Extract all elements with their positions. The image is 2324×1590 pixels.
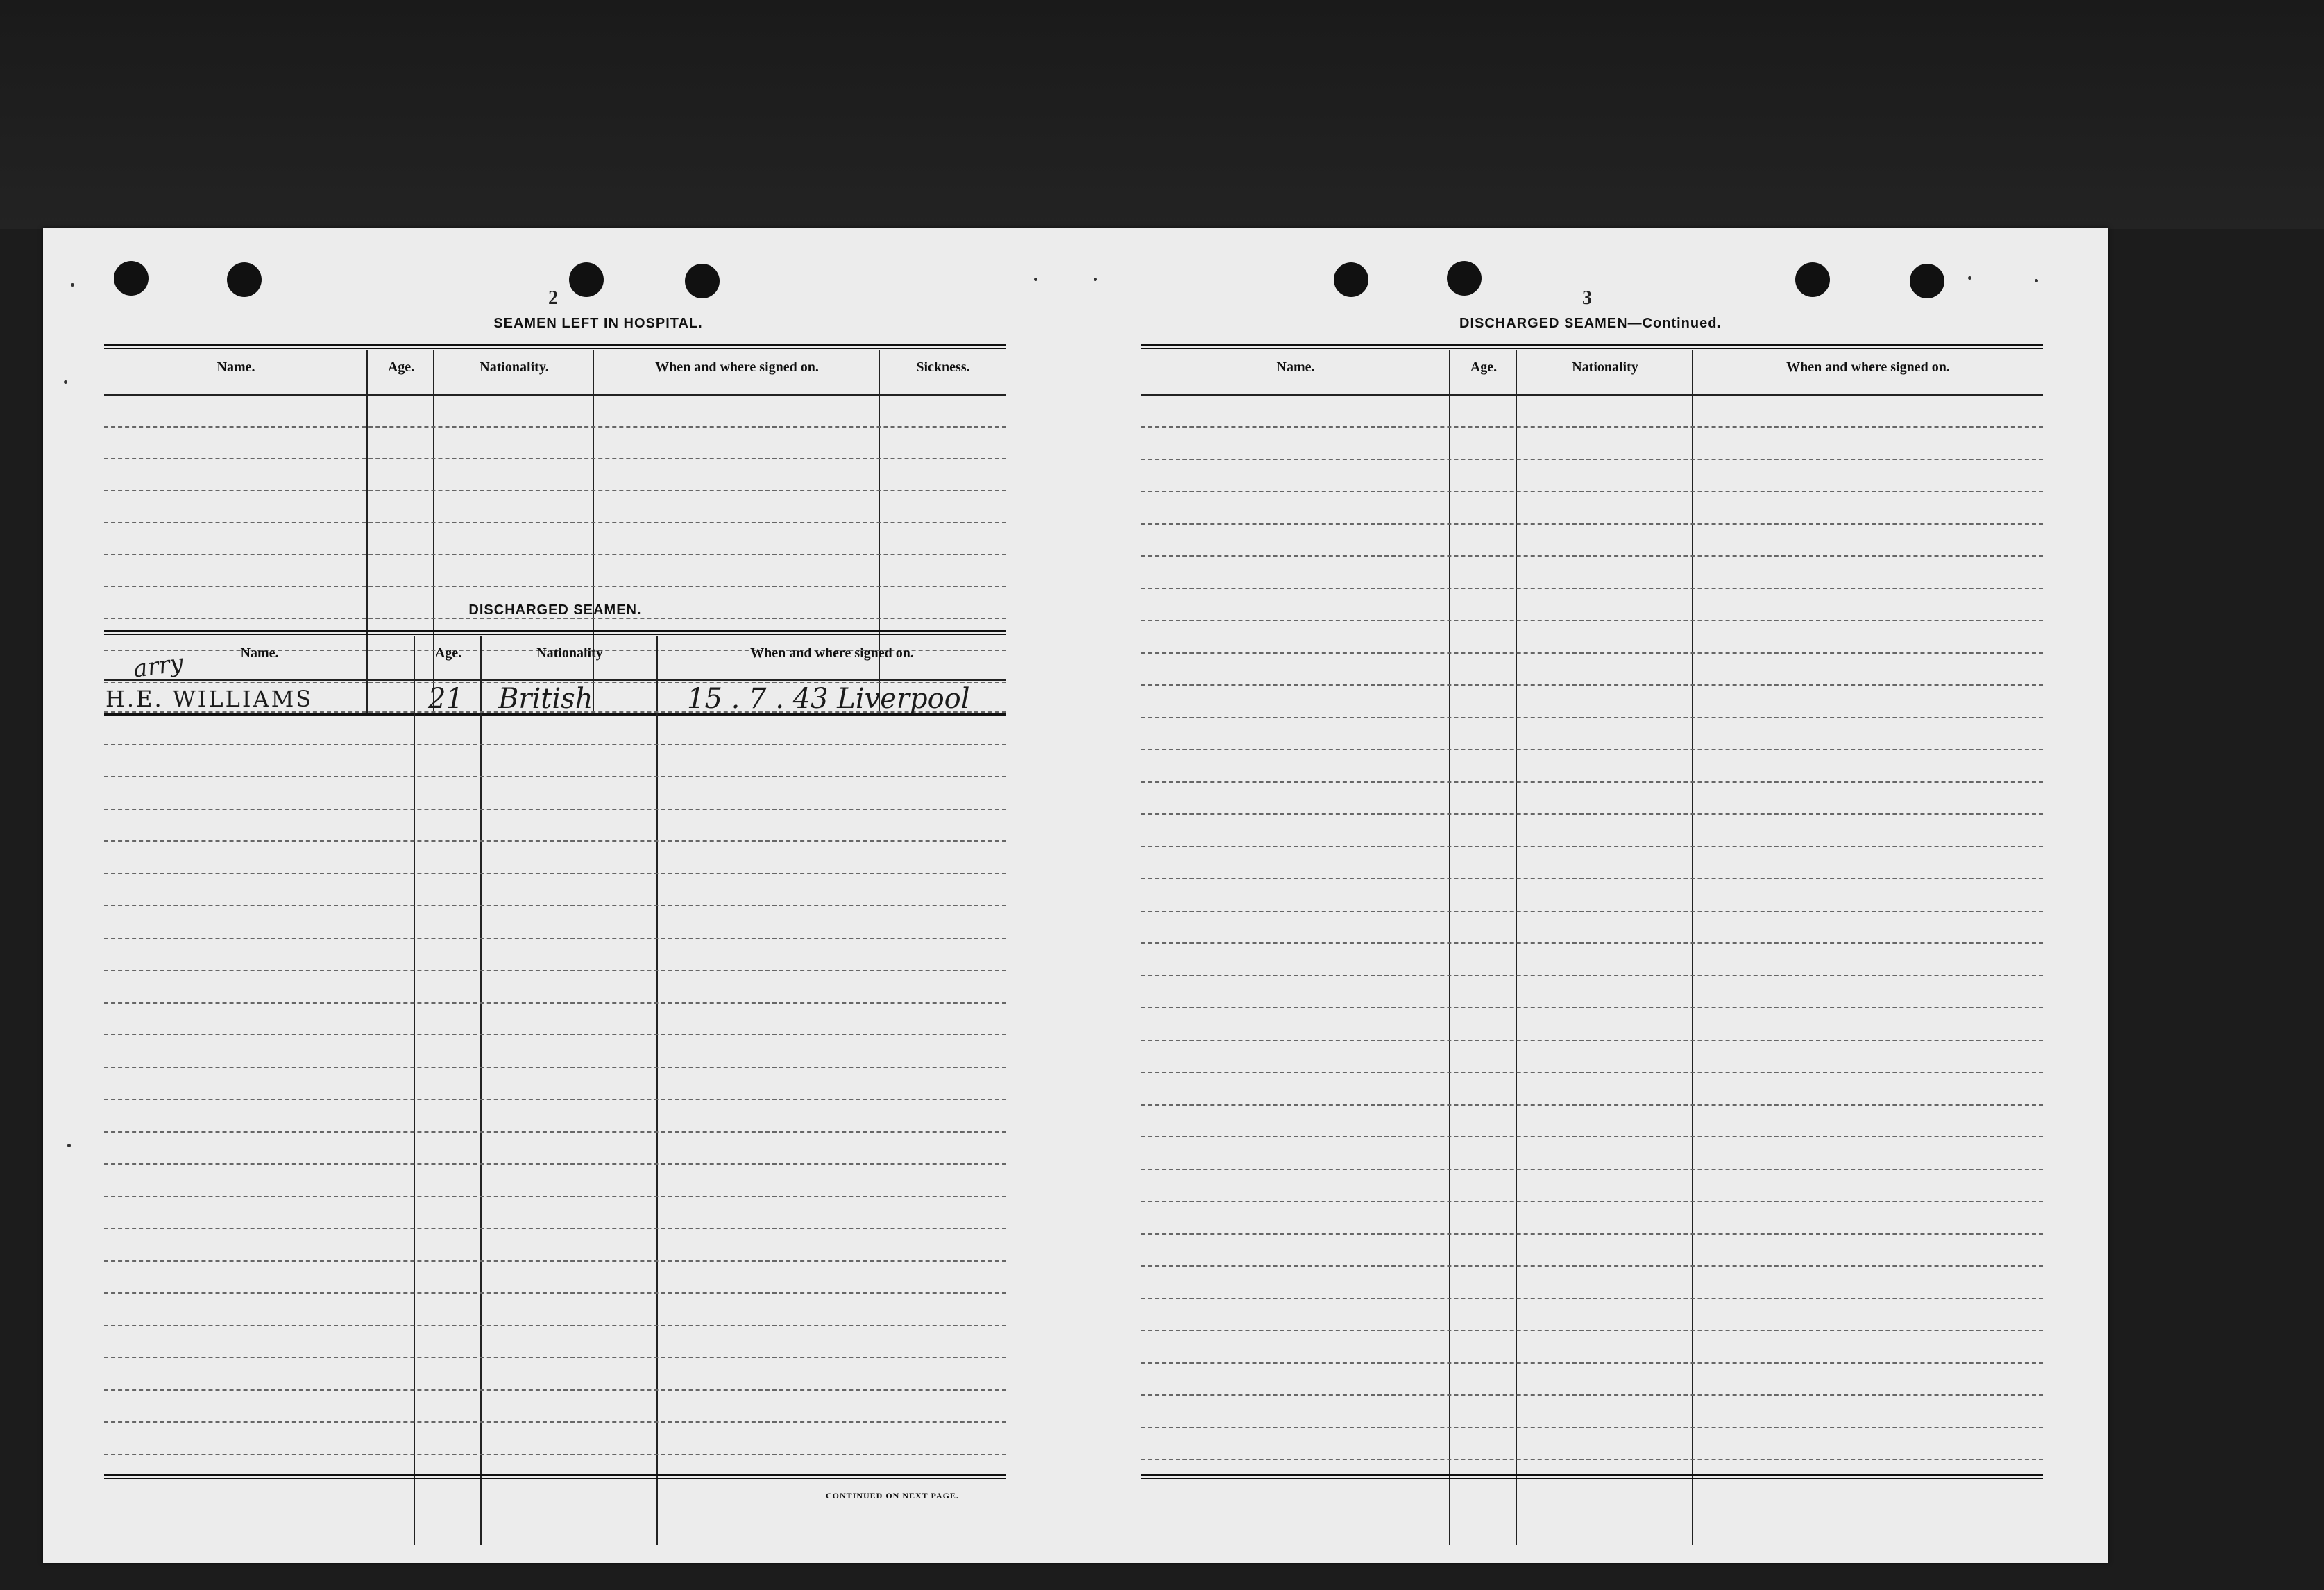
page-number-right: 3 bbox=[1582, 287, 1592, 309]
paper-speck bbox=[1034, 278, 1037, 281]
discharged-continued-title: DISCHARGED SEAMEN—Continued. bbox=[1459, 316, 1722, 331]
row-line bbox=[1141, 1007, 2043, 1008]
discharged-table-top-rule bbox=[104, 630, 1006, 635]
row-line bbox=[1141, 1040, 2043, 1041]
hospital-row-line bbox=[104, 490, 1006, 491]
page-number-left: 2 bbox=[548, 287, 558, 309]
hospital-col-age: Age. bbox=[387, 360, 415, 375]
hospital-section-title: SEAMEN LEFT IN HOSPITAL. bbox=[493, 316, 703, 331]
discharged-col-divider bbox=[414, 636, 415, 1545]
hospital-col-sickness: Sickness. bbox=[916, 360, 970, 375]
row-line bbox=[1141, 781, 2043, 783]
hospital-col-nationality: Nationality. bbox=[480, 360, 549, 375]
row-line bbox=[104, 1357, 1006, 1358]
row-line bbox=[1141, 1362, 2043, 1364]
paper-speck bbox=[71, 283, 74, 287]
row-line bbox=[1141, 975, 2043, 976]
row-line bbox=[1141, 1427, 2043, 1428]
row-line bbox=[104, 1002, 1006, 1004]
row-line bbox=[1141, 459, 2043, 460]
row-line bbox=[1141, 555, 2043, 557]
row-line bbox=[1141, 1136, 2043, 1137]
punch-hole bbox=[227, 262, 262, 297]
discharged-section-title-visible: DISCHARGED SEAMEN. bbox=[468, 602, 642, 618]
punch-hole bbox=[1334, 262, 1368, 297]
right-col-signed-on: When and where signed on. bbox=[1786, 360, 1950, 375]
punch-hole bbox=[1795, 262, 1830, 297]
right-table-bottom-rule bbox=[1141, 1474, 2043, 1479]
entry-age: 21 bbox=[428, 683, 464, 715]
row-line bbox=[1141, 749, 2043, 750]
row-line bbox=[1141, 620, 2043, 621]
discharged-header-rule bbox=[104, 679, 1006, 681]
hospital-row-line bbox=[104, 522, 1006, 523]
paper-speck bbox=[67, 1144, 71, 1147]
punch-hole bbox=[114, 261, 149, 296]
hospital-row-line bbox=[104, 458, 1006, 459]
hospital-col-signed-on: When and where signed on. bbox=[655, 360, 819, 375]
row-line bbox=[104, 1163, 1006, 1165]
row-line bbox=[1141, 1394, 2043, 1396]
row-line bbox=[104, 1292, 1006, 1294]
row-line bbox=[104, 938, 1006, 939]
row-line bbox=[1141, 684, 2043, 686]
row-line bbox=[104, 1131, 1006, 1133]
row-line bbox=[1141, 652, 2043, 654]
row-line bbox=[1141, 846, 2043, 847]
row-line bbox=[1141, 942, 2043, 944]
hospital-row-line bbox=[104, 586, 1006, 587]
row-line bbox=[104, 1034, 1006, 1035]
hospital-col-name: Name. bbox=[217, 360, 255, 375]
row-line bbox=[1141, 1298, 2043, 1299]
right-col-divider bbox=[1692, 350, 1693, 1545]
punch-hole bbox=[1910, 264, 1944, 298]
entry-signed-on: 15 . 7 . 43 Liverpool bbox=[687, 683, 970, 715]
row-line bbox=[104, 1260, 1006, 1262]
row-line bbox=[104, 970, 1006, 971]
discharged-col-divider bbox=[656, 636, 658, 1545]
row-line bbox=[1141, 813, 2043, 815]
discharged-col-nationality: Nationality bbox=[536, 645, 603, 661]
row-line bbox=[104, 905, 1006, 906]
paper-speck bbox=[2035, 279, 2038, 282]
discharged-col-signed-on: When and where signed on. bbox=[750, 645, 914, 661]
row-line bbox=[1141, 491, 2043, 492]
paper-speck bbox=[1094, 278, 1097, 281]
row-line bbox=[104, 1454, 1006, 1455]
hospital-row-line bbox=[104, 426, 1006, 428]
row-line bbox=[104, 1196, 1006, 1197]
row-line bbox=[104, 1099, 1006, 1100]
row-line bbox=[1141, 1330, 2043, 1331]
hospital-row-line bbox=[104, 554, 1006, 555]
hospital-table-top-rule bbox=[104, 344, 1006, 349]
hospital-header-rule bbox=[104, 394, 1006, 396]
row-line bbox=[104, 776, 1006, 777]
row-line bbox=[104, 744, 1006, 745]
discharged-col-divider bbox=[480, 636, 482, 1545]
row-line bbox=[104, 1067, 1006, 1068]
row-line bbox=[104, 809, 1006, 810]
discharged-table-bottom-rule-left bbox=[104, 1474, 1006, 1479]
row-line bbox=[1141, 1104, 2043, 1106]
row-line bbox=[1141, 1233, 2043, 1235]
ledger-spread bbox=[43, 228, 2108, 1563]
row-line bbox=[1141, 1201, 2043, 1202]
scanner-background bbox=[0, 0, 2324, 229]
row-line bbox=[1141, 426, 2043, 428]
right-col-divider bbox=[1449, 350, 1450, 1545]
right-header-rule bbox=[1141, 394, 2043, 396]
right-col-age: Age. bbox=[1470, 360, 1498, 375]
right-col-nationality: Nationality bbox=[1572, 360, 1638, 375]
right-col-divider bbox=[1516, 350, 1517, 1545]
row-line bbox=[1141, 878, 2043, 879]
row-line bbox=[1141, 1169, 2043, 1170]
row-line bbox=[1141, 1265, 2043, 1267]
row-line bbox=[104, 1389, 1006, 1391]
row-line bbox=[104, 1325, 1006, 1326]
row-line bbox=[1141, 588, 2043, 589]
entry-nationality: British bbox=[498, 683, 593, 715]
punch-hole bbox=[1447, 261, 1482, 296]
row-line bbox=[1141, 1459, 2043, 1460]
row-line bbox=[104, 1421, 1006, 1423]
row-line bbox=[1141, 1072, 2043, 1073]
row-line bbox=[1141, 911, 2043, 912]
punch-hole bbox=[685, 264, 720, 298]
right-table-top-rule bbox=[1141, 344, 2043, 349]
punch-hole bbox=[569, 262, 604, 297]
row-line bbox=[104, 873, 1006, 874]
paper-speck bbox=[64, 380, 67, 384]
discharged-col-age: Age. bbox=[434, 645, 462, 661]
row-line bbox=[1141, 523, 2043, 525]
row-line bbox=[104, 1228, 1006, 1229]
paper-speck bbox=[1968, 276, 1971, 280]
entry-name-annotation: arry bbox=[131, 649, 185, 684]
row-line bbox=[1141, 717, 2043, 718]
row-line bbox=[104, 840, 1006, 842]
continued-note: CONTINUED ON NEXT PAGE. bbox=[826, 1491, 959, 1500]
entry-name: H.E. WILLIAMS bbox=[105, 686, 314, 712]
right-col-name: Name. bbox=[1276, 360, 1315, 375]
discharged-col-name: Name. bbox=[240, 645, 279, 661]
